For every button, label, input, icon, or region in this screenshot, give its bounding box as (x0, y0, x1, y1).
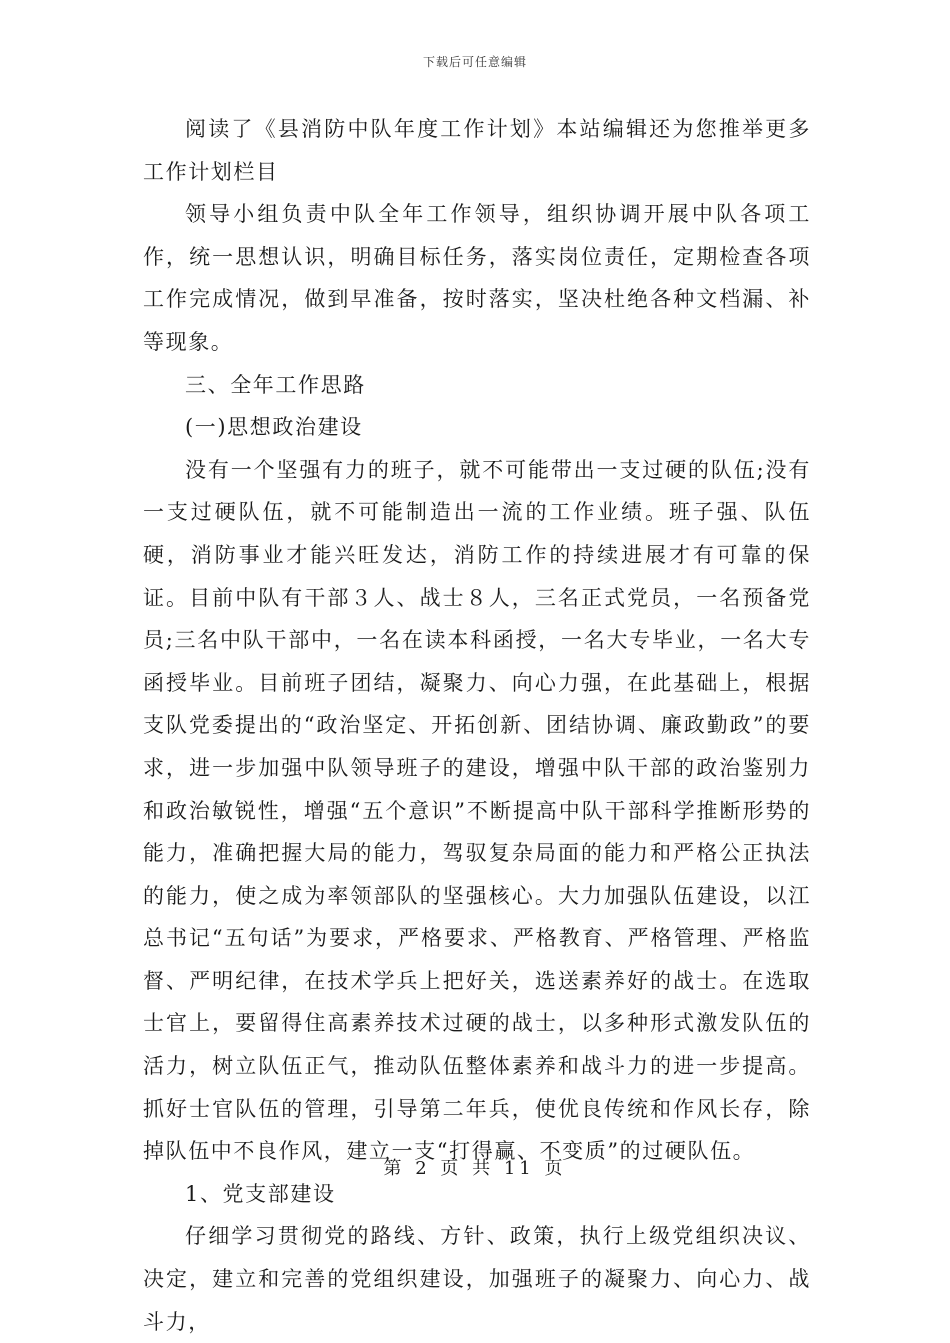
paragraph-intro: 阅读了《县消防中队年度工作计划》本站编辑还为您推举更多工作计划栏目 (143, 117, 811, 184)
subsection-heading: (一)思想政治建设 (185, 415, 363, 440)
paragraph-leadership: 领导小组负责中队全年工作领导，组织协调开展中队各项工作，统一思想认识，明确目标任务，落实岗位责任，定期检查各项工作完成情况，做到早准备，按时落实，坚决杜绝各种文档漏、补等现象。 (143, 202, 811, 354)
page-number: 第 2 页 共 11 页 (383, 1158, 567, 1179)
paragraph-party-branch: 仔细学习贯彻党的路线、方针、政策，执行上级党组织决议、决定，建立和完善的党组织建设，加强班子的凝聚力、向心力、战斗力， (143, 1224, 811, 1334)
section-heading: 三、全年工作思路 (185, 372, 366, 397)
item-heading: 1、党支部建设 (185, 1181, 336, 1206)
paragraph-political-building: 没有一个坚强有力的班子，就不可能带出一支过硬的队伍;没有一支过硬队伍，就不可能制造出一流的工作业绩。班子强、队伍硬，消防事业才能兴旺发达，消防工作的持续进展才有可靠的保证。目前中队有干部３人、战士８人，三名正式党员，一名预备党员;三名中队干部中，一名在读本科函授，一名大专毕业，一名大专函授毕业。目前班子团结，凝聚力、向心力强，在此基础上，根据支队党委提出的“政治坚定、开拓创新、团结协调、廉政勤政”的要求，进一步加强中队领导班子的建设，增强中队干部的政治鉴别力和政治敏锐性，增强“五个意识”不断提高中队干部科学推断形势的能力，准确把握大局的能力，驾驭复杂局面的能力和严格公正执法的能力，使之成为率领部队的坚强核心。大力加强队伍建设，以江总书记“五句话”为要求，严格要求、严格教育、严格管理、严格监督、严明纪律，在技术学兵上把好关，选送素养好的战士。在选取士官上，要留得住高素养技术过硬的战士，以多种形式激发队伍的活力，树立队伍正气，推动队伍整体素养和战斗力的进一步提高。抓好士官队伍的管理，引导第二年兵，使优良传统和作风长存，除掉队伍中不良作风，建立一支“打得赢、不变质”的过硬队伍。 (143, 457, 811, 1164)
header-note: 下载后可任意编辑 (422, 55, 527, 69)
